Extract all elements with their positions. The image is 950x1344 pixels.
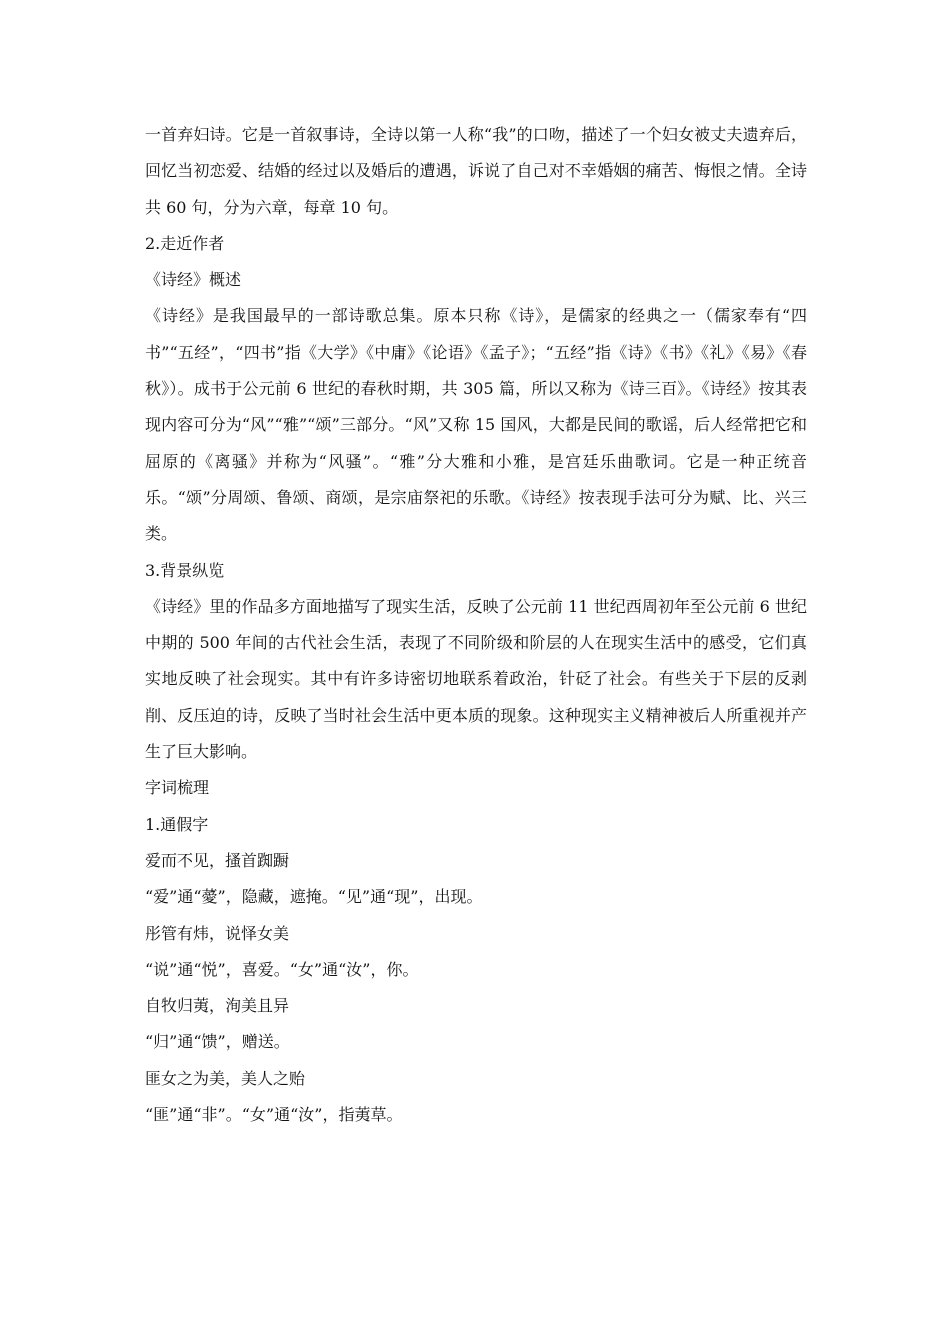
section-heading-author: 2.走近作者	[145, 233, 225, 253]
example-explanation: “匪”通“非”。“女”通“汝”，指荑草。	[145, 1105, 403, 1125]
example-explanation: “归”通“馈”，赠送。	[145, 1032, 290, 1052]
section-heading-background: 3.背景纵览	[145, 560, 225, 580]
example-line: 爱而不见，搔首踟蹰	[145, 850, 290, 870]
example-line: 自牧归荑，洵美且异	[145, 996, 290, 1016]
subheading-tongjiazi: 1.通假字	[145, 814, 209, 834]
document-page	[145, 117, 807, 1133]
example-explanation: “说”通“悦”，喜爱。“女”通“汝”，你。	[145, 959, 419, 979]
intro-paragraph: 一首弃妇诗。它是一首叙事诗，全诗以第一人称“我”的口吻，描述了一个妇女被丈夫遗弃后，回忆当初恋爱、结婚的经过以及婚后的遭遇，诉说了自己对不幸婚姻的痛苦、悔恨之情。全诗共 60 句，分为六章，每章 10 句。	[145, 125, 807, 217]
example-explanation: “爱”通“薆”，隐藏，遮掩。“见”通“现”，出现。	[145, 887, 483, 907]
example-line: 匪女之为美，美人之贻	[145, 1068, 306, 1088]
subheading-overview: 《诗经》概述	[145, 270, 242, 290]
background-paragraph: 《诗经》里的作品多方面地描写了现实生活，反映了公元前 11 世纪西周初年至公元前 6 世纪中期的 500 年间的古代社会生活，表现了不同阶级和阶层的人在现实生活中的感受，它们真实地反映了社会现实。其中有许多诗密切地联系着政治，针砭了社会。有些关于下层的反剥削、反压迫的诗，反映了当时社会生活中更本质的现象。这种现实主义精神被后人所重视并产生了巨大影响。	[145, 596, 807, 762]
example-line: 彤管有炜，说怿女美	[145, 923, 290, 943]
section-heading-vocabulary: 字词梳理	[145, 778, 210, 798]
overview-paragraph: 《诗经》是我国最早的一部诗歌总集。原本只称《诗》，是儒家的经典之一（儒家奉有“四书”“五经”，“四书”指《大学》《中庸》《论语》《孟子》；“五经”指《诗》《书》《礼》《易》《春秋》）。成书于公元前 6 世纪的春秋时期，共 305 篇，所以又称为《诗三百》。《诗经》按其表现内容可分为“风”“雅”“颂”三部分。“风”又称 15 国风，大都是民间的歌谣，后人经常把它和屈原的《离骚》并称为“风骚”。“雅”分大雅和小雅，是宫廷乐曲歌词。它是一种正统音乐。“颂”分周颂、鲁颂、商颂，是宗庙祭祀的乐歌。《诗经》按表现手法可分为赋、比、兴三类。	[145, 306, 807, 544]
